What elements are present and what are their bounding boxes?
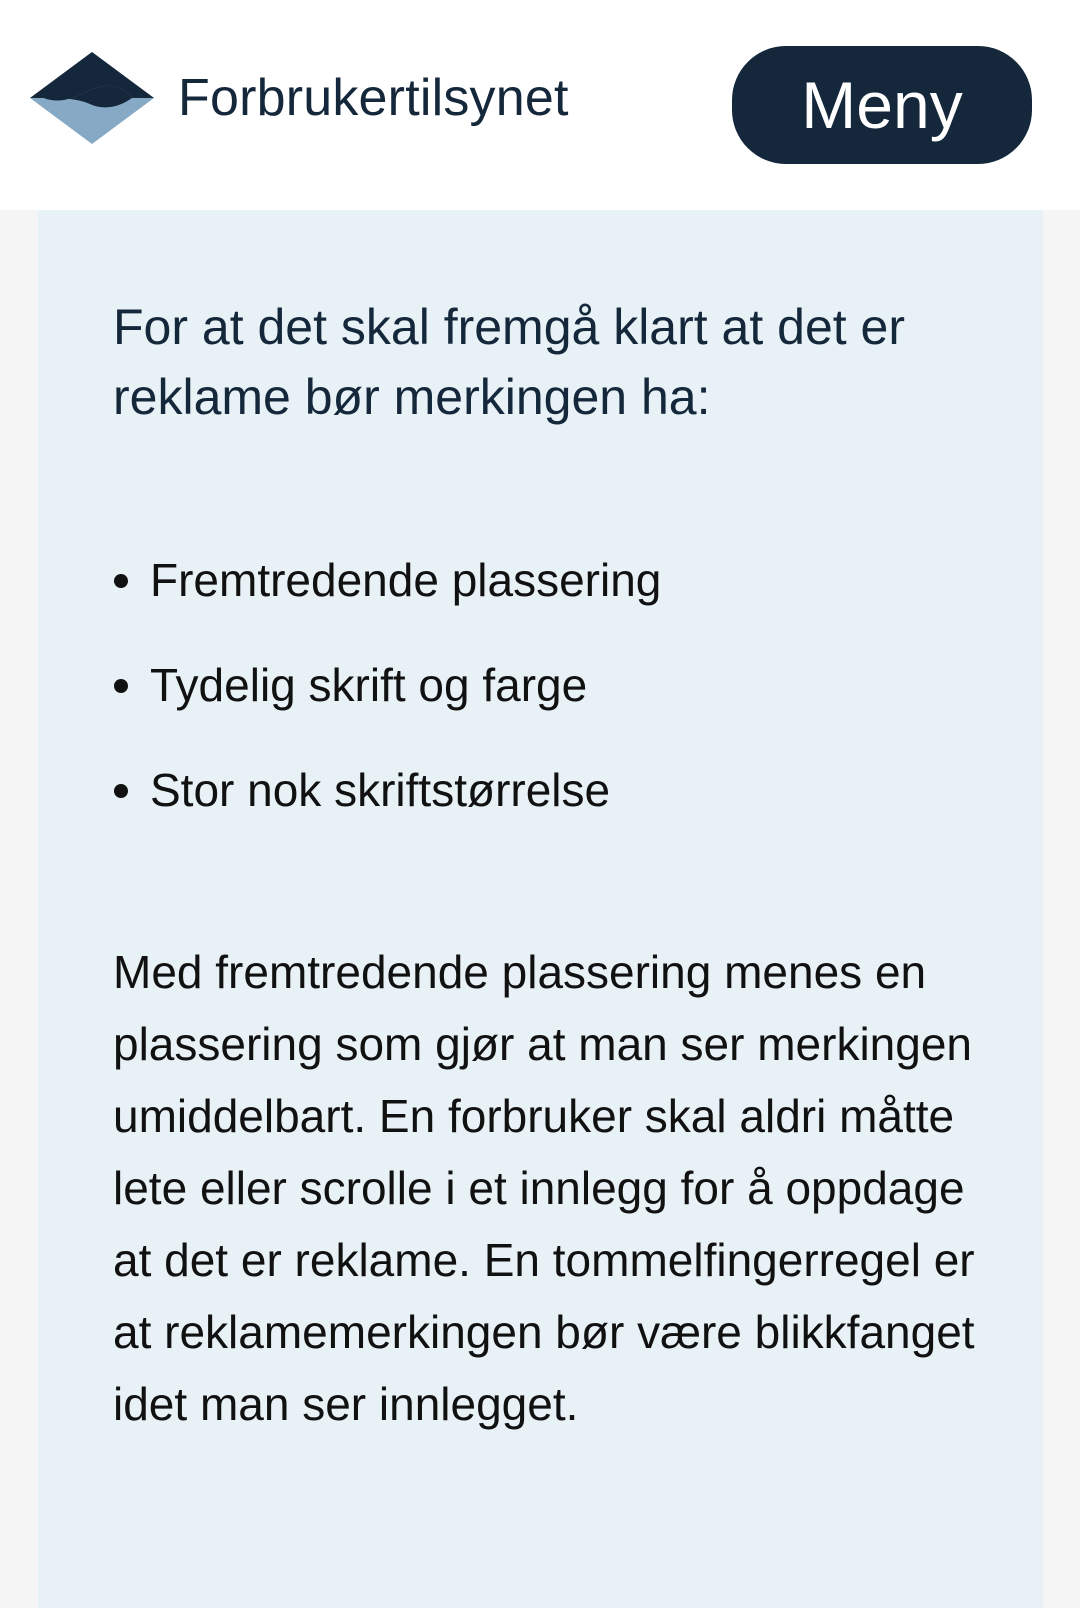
menu-button[interactable]: Meny	[732, 46, 1032, 164]
lead-heading: For at det skal fremgå klart at det er reklame bør merkingen ha:	[113, 299, 905, 425]
list-item	[110, 548, 970, 612]
forbrukertilsynet-logo-icon[interactable]	[30, 52, 156, 144]
requirements-list	[110, 548, 970, 863]
body-paragraph: Med fremtredende plassering menes en plassering som gjør at man ser merkingen umiddelbart. En forbruker skal aldri måtte lete eller scrolle i et innlegg for å oppdage at det er reklame. En tommelfingerregel er at reklamemerkingen bør være blikkfanget idet man ser innlegget.	[113, 946, 975, 1430]
bullet-icon	[114, 679, 128, 693]
site-header	[0, 0, 1080, 210]
brand-name[interactable]: Forbrukertilsynet	[178, 69, 569, 127]
bullet-icon	[114, 784, 128, 798]
list-item	[110, 653, 970, 717]
list-item-text: Fremtredende plassering	[150, 554, 662, 606]
list-item-text: Stor nok skriftstørrelse	[150, 764, 611, 816]
bullet-icon	[114, 574, 128, 588]
list-item	[110, 758, 970, 822]
list-item-text: Tydelig skrift og farge	[150, 659, 588, 711]
